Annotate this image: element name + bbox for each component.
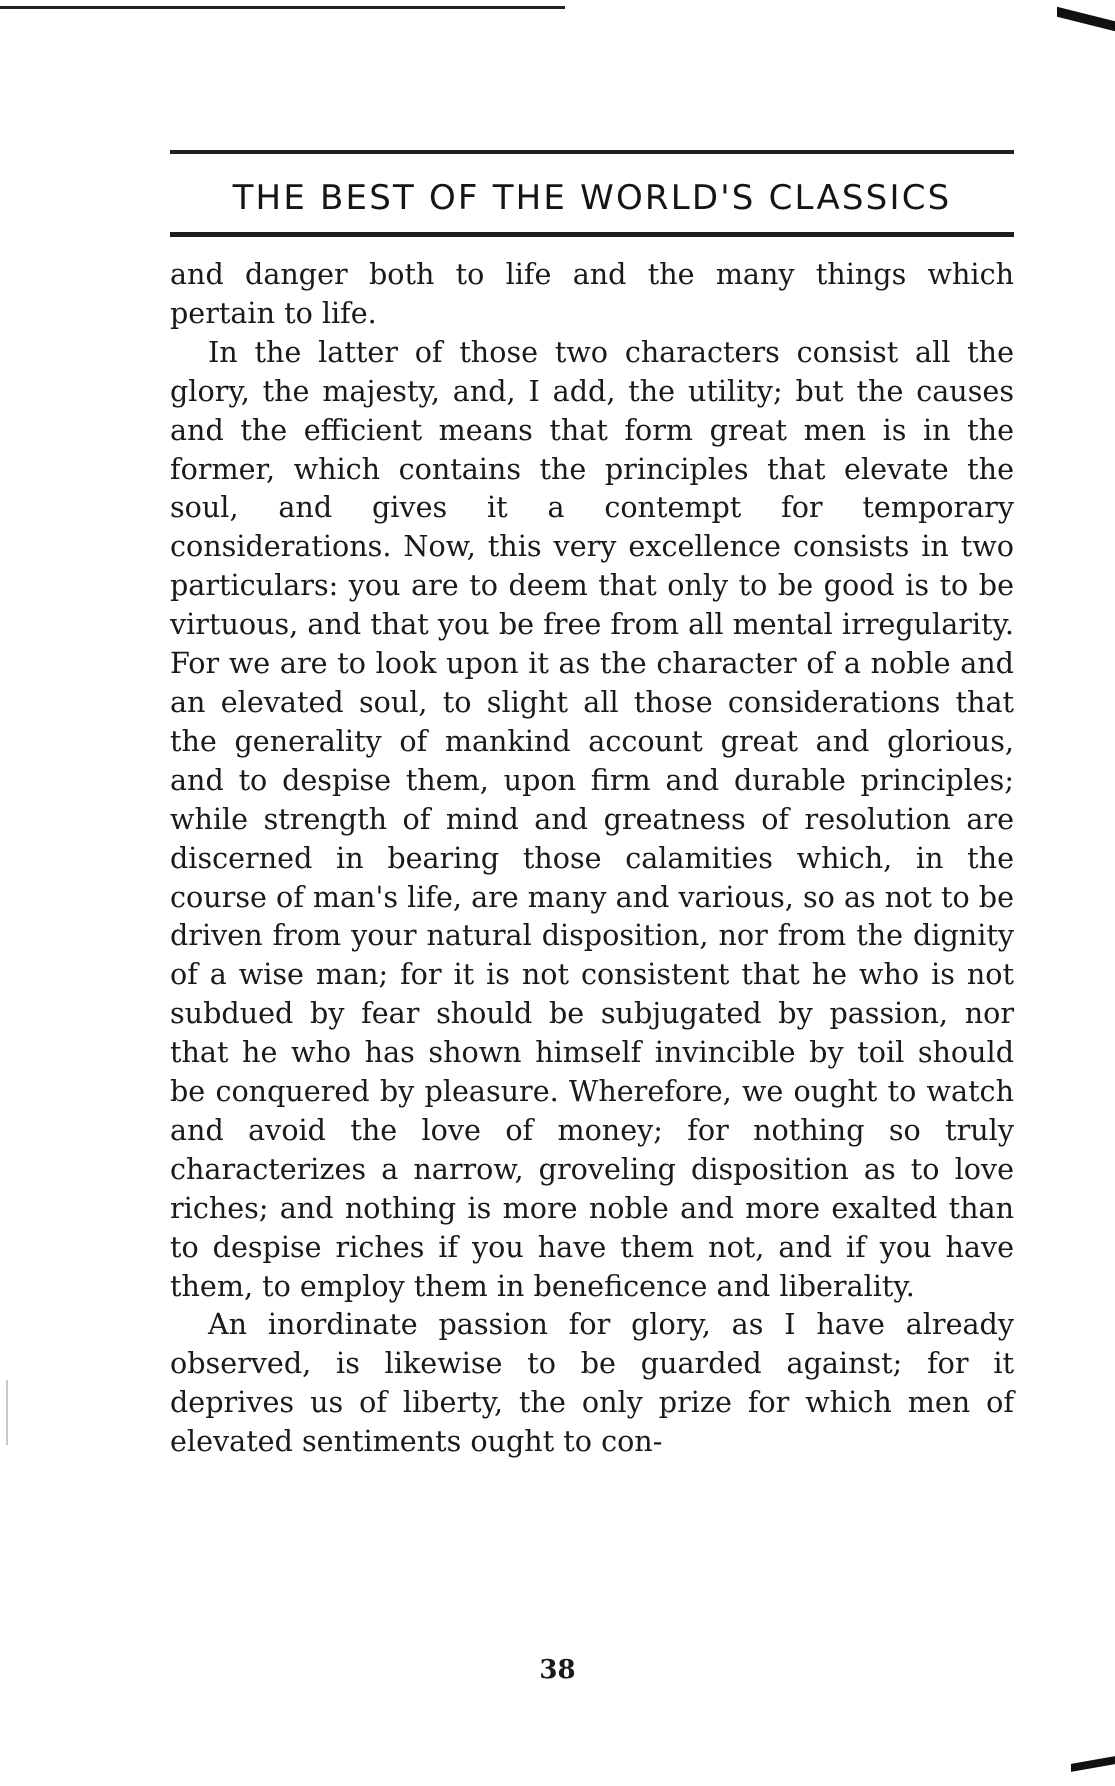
paragraph: An inordinate passion for glory, as I have already observed, is likewise to be guarded against; for it deprives us of liberty, the only prize for which men of elevated sentiments ought to con- <box>170 1307 1014 1459</box>
paragraph-continued: and danger both to life and the many things which pertain to life. <box>170 257 1014 330</box>
book-page <box>170 150 1014 1461</box>
header-rule-bottom <box>170 232 1014 237</box>
body-text <box>170 255 1014 1461</box>
scan-corner-mark-top <box>1057 7 1115 31</box>
top-edge-rule <box>0 6 565 9</box>
running-title: THE BEST OF THE WORLD'S CLASSICS <box>232 178 952 218</box>
paragraph: In the latter of those two characters consist all the glory, the majesty, and, I add, the utility; but the causes and the efficient means that form great men is in the former, which contains the principles that elevate the soul, and gives it a contempt for temporary considerations. Now, this very excellence consists in two particulars: you are to deem that only to be good is to be virtuous, and that you be free from all mental irregularity. For we are to look upon it as the character of a noble and an elevated soul, to slight all those considerations that the generality of mankind account great and glorious, and to despise them, upon firm and durable principles; while strength of mind and greatness of resolution are discerned in bearing those calamities which, in the course of man's life, are many and various, so as not to be driven from your natural disposition, nor from the dignity of a wise man; for it is not consistent that he who is not subdued by fear should be subjugated by passion, nor that he who has shown himself invincible by toil should be conquered by pleasure. Wherefore, we ought to watch and avoid the love of money; for nothing so truly characterizes a narrow, groveling disposition as to love riches; and nothing is more noble and more exalted than to despise riches if you have them not, and if you have them, to employ them in beneficence and liberality. <box>170 334 1014 1303</box>
margin-speck <box>6 1380 8 1445</box>
page-number: 38 <box>539 1655 576 1685</box>
header-rule-top <box>170 150 1014 154</box>
scan-corner-mark-bottom <box>1071 1756 1115 1772</box>
